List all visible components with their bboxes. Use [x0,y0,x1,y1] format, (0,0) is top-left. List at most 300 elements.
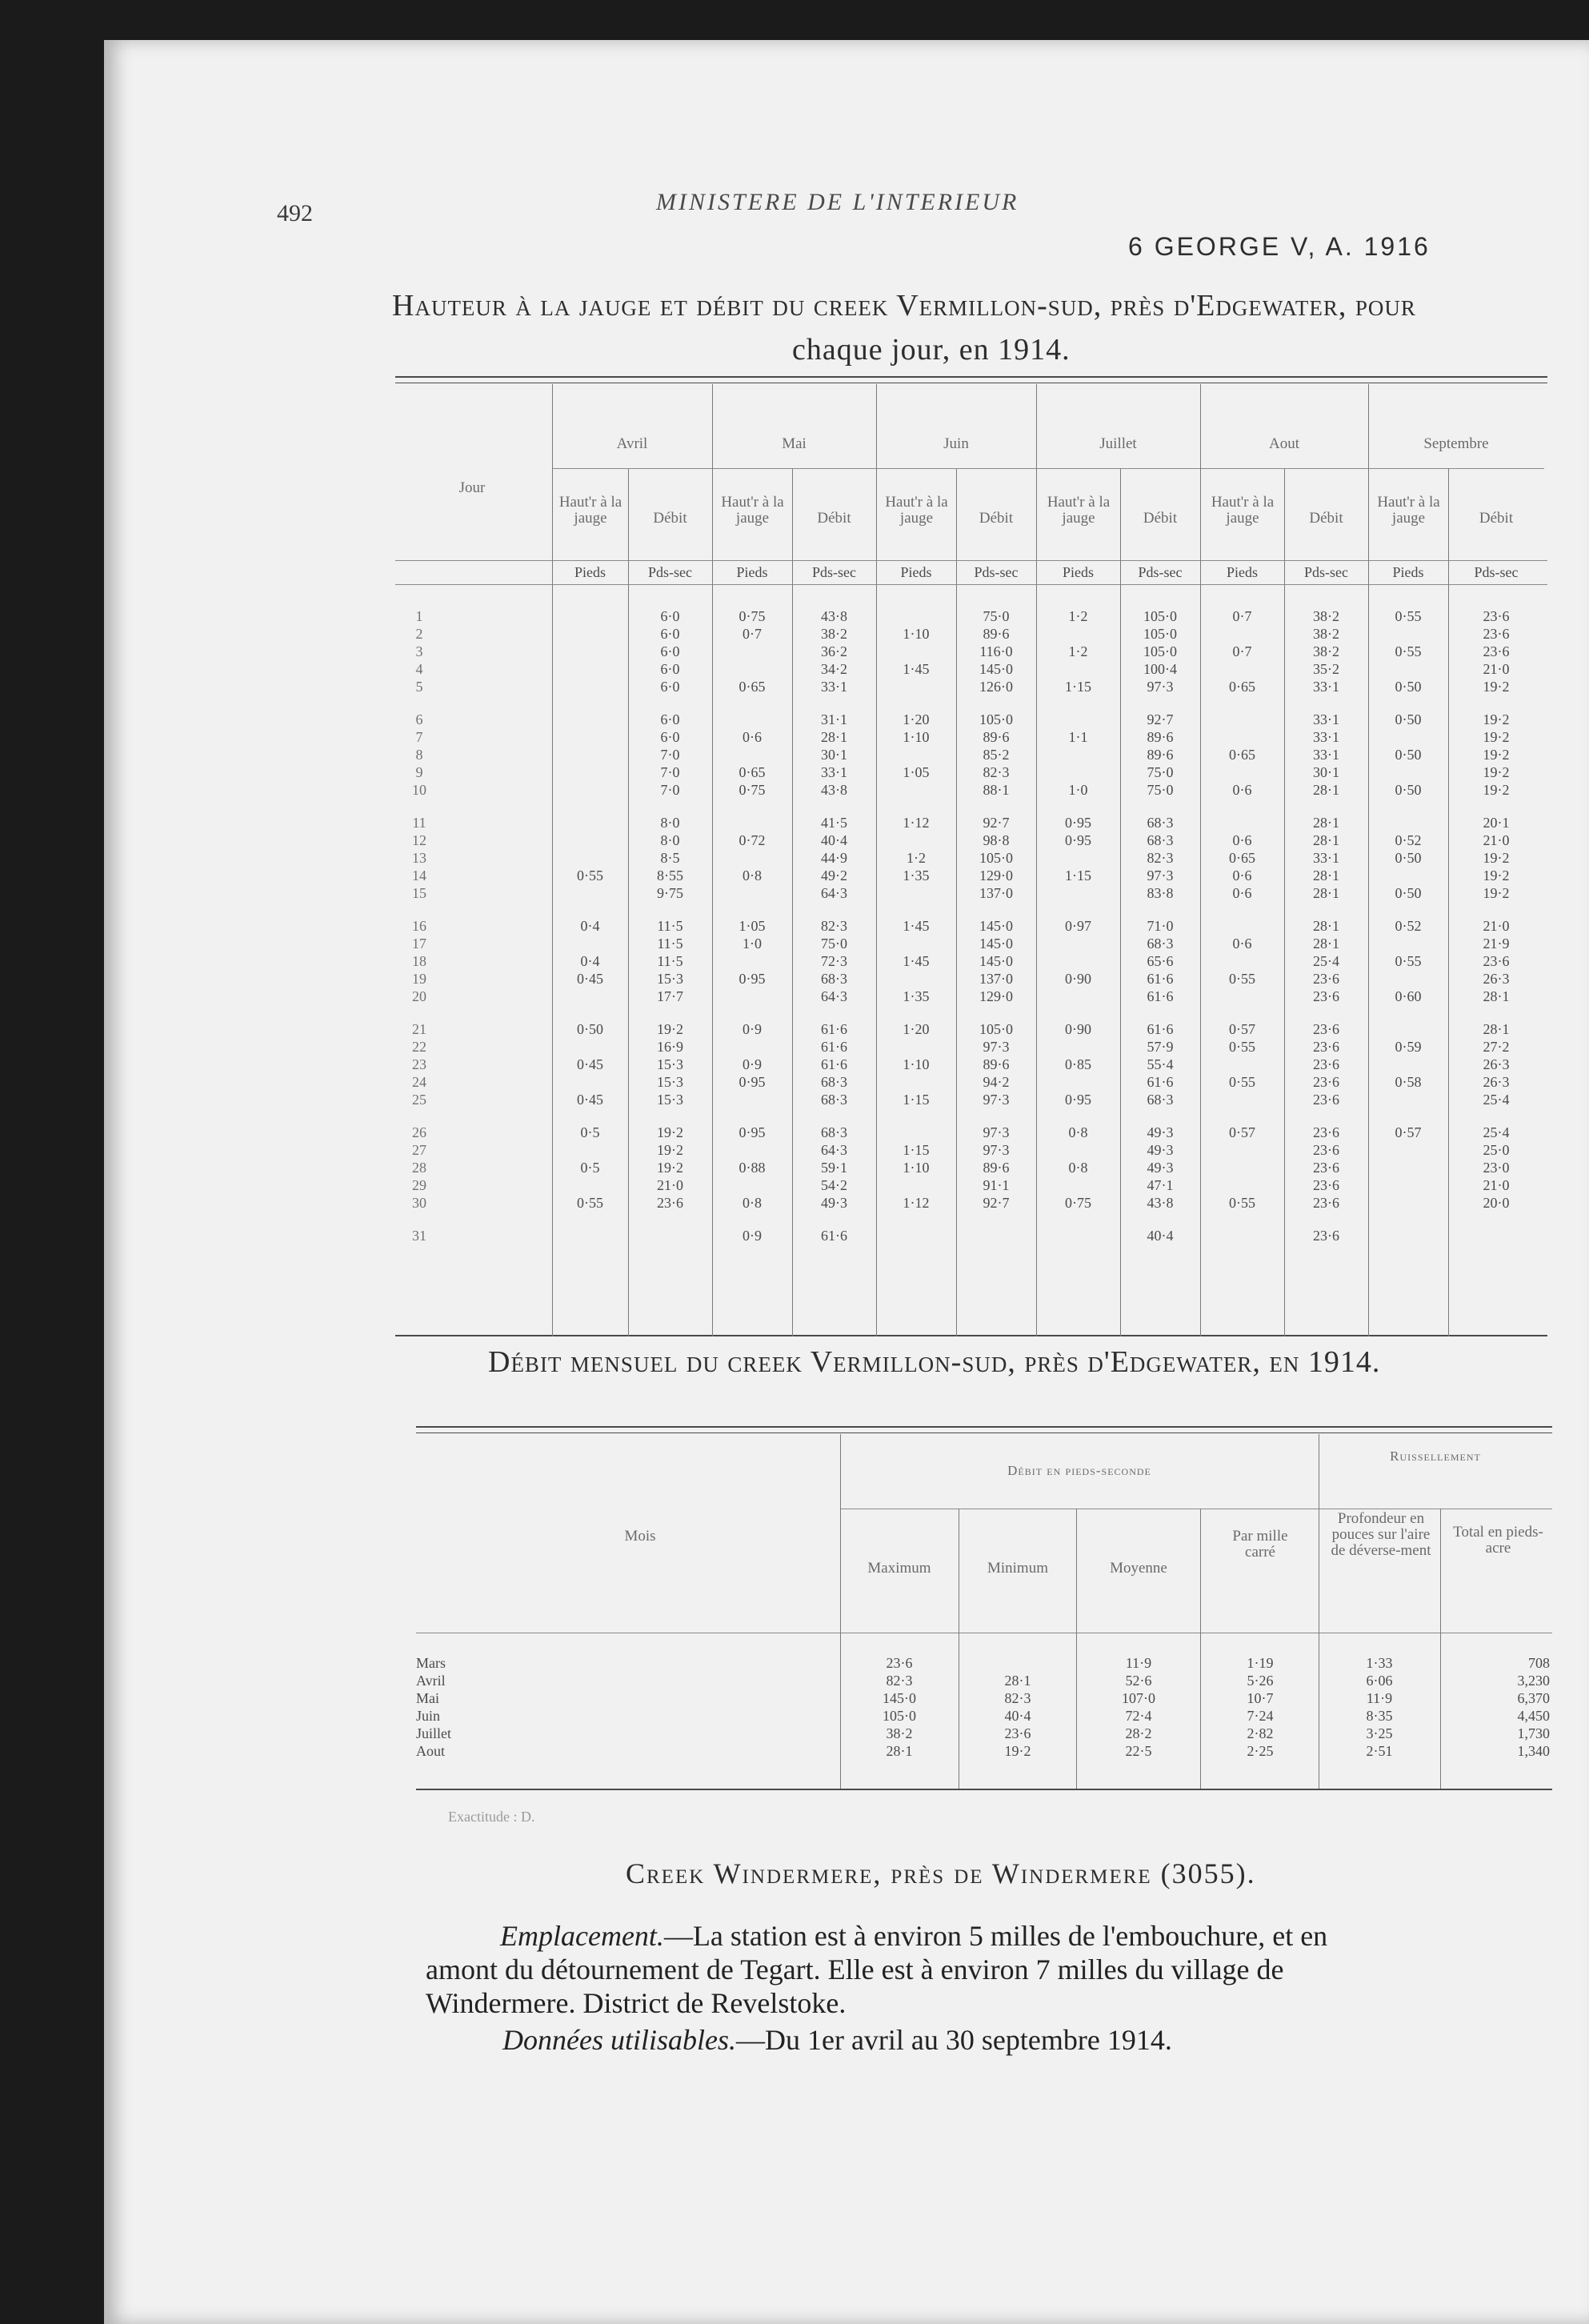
daily-value-cell: 16·9 [657,1039,683,1055]
month-col-header: Mois [624,1528,656,1545]
unit-flow: Pds-sec [974,564,1019,580]
daily-value-cell: 23·6 [1313,1074,1339,1090]
daily-value-cell: 0·55 [1395,643,1422,659]
daily-value-cell: 0·50 [1395,747,1422,763]
daily-value-cell: 7·0 [660,782,680,798]
daily-value-cell: 61·6 [821,1056,847,1072]
daily-value-cell: 6·0 [660,608,680,624]
daily-value-cell: 0·55 [577,867,603,884]
month-header-august: Aout [1269,435,1299,452]
day-number: 1 [415,608,423,624]
daily-value-cell: 23·6 [1313,1195,1339,1211]
day-number: 24 [412,1074,426,1090]
daily-value-cell: 25·0 [1483,1142,1510,1158]
daily-value-cell: 43·8 [821,608,847,624]
data-available-label: Données utilisables. [502,2024,736,2056]
gauge-header: Haut'r à la jauge [558,494,622,527]
daily-value-cell: 31·1 [821,711,847,727]
daily-value-cell: 1·12 [903,815,930,831]
day-number: 16 [412,918,426,934]
unit-flow: Pds-sec [1474,564,1519,580]
daily-value-cell: 28·1 [1483,988,1510,1004]
day-number: 29 [412,1177,426,1193]
daily-value-cell: 28·1 [1313,782,1339,798]
daily-value-cell: 30·1 [821,747,847,763]
daily-value-cell: 82·3 [821,918,847,934]
data-available-paragraph [502,2023,1172,2057]
flow-header: Débit [817,510,851,527]
day-number: 9 [415,764,423,780]
daily-value-cell: 0·57 [1229,1124,1255,1140]
month-name: Aout [416,1743,445,1759]
flow-header: Débit [1479,510,1514,527]
daily-value-cell: 21·0 [1483,832,1510,848]
daily-value-cell: 0·4 [580,953,600,969]
flow-header: Débit [1309,510,1343,527]
daily-table-title: Hauteur à la jauge et débit du creek Vermillon-sud, près d'Edgewater, pour [392,289,1416,323]
daily-value-cell: 23·6 [1313,1056,1339,1072]
monthly-value-cell: 28·1 [886,1743,913,1759]
monthly-value-cell: 28·2 [1125,1725,1152,1741]
daily-value-cell: 0·50 [1395,782,1422,798]
daily-value-cell: 8·0 [660,832,680,848]
daily-value-cell: 68·3 [1147,936,1174,952]
daily-value-cell: 19·2 [1483,764,1510,780]
daily-value-cell: 25·4 [1483,1092,1510,1108]
daily-value-cell: 38·2 [1313,608,1339,624]
daily-value-cell: 137·0 [979,971,1013,987]
daily-value-cell: 1·15 [1065,867,1091,884]
monthly-value-cell: 72·4 [1125,1708,1152,1724]
daily-value-cell: 0·50 [1395,679,1422,695]
day-number: 8 [415,747,423,763]
daily-value-cell: 23·6 [1313,1092,1339,1108]
daily-value-cell: 0·7 [1232,608,1252,624]
monthly-value-cell: 2·51 [1366,1743,1393,1759]
daily-value-cell: 0·8 [742,1195,762,1211]
daily-value-cell: 23·6 [1483,953,1510,969]
daily-value-cell: 6·0 [660,729,680,745]
daily-value-cell: 0·88 [738,1160,766,1176]
month-header-may: Mai [782,435,807,452]
daily-value-cell: 0·85 [1065,1056,1091,1072]
monthly-value-cell: 6,370 [1517,1690,1550,1706]
daily-value-cell: 0·57 [1229,1021,1255,1037]
daily-value-cell: 0·8 [1068,1124,1088,1140]
month-header-september: Septembre [1423,435,1489,452]
daily-value-cell: 8·0 [660,815,680,831]
data-available-text: —Du 1er avril au 30 septembre 1914. [735,2024,1172,2056]
daily-value-cell: 65·6 [1147,953,1174,969]
maximum-header: Maximum [867,1560,931,1577]
daily-value-cell: 61·6 [1147,988,1174,1004]
daily-value-cell: 15·3 [657,1056,683,1072]
daily-value-cell: 71·0 [1147,918,1174,934]
daily-value-cell: 75·0 [1147,782,1174,798]
daily-value-cell: 105·0 [1143,608,1177,624]
daily-value-cell: 26·3 [1483,971,1510,987]
daily-value-cell: 1·15 [903,1142,930,1158]
daily-value-cell: 27·2 [1483,1039,1510,1055]
month-name: Juillet [416,1725,451,1741]
monthly-value-cell: 107·0 [1122,1690,1155,1706]
daily-value-cell: 19·2 [657,1124,683,1140]
daily-value-cell: 21·0 [1483,661,1510,677]
day-number: 13 [412,850,426,866]
daily-value-cell: 28·1 [1313,832,1339,848]
monthly-value-cell: 1·33 [1366,1655,1393,1671]
monthly-value-cell: 10·7 [1247,1690,1274,1706]
daily-value-cell: 1·20 [903,1021,930,1037]
gauge-header: Haut'r à la jauge [1211,494,1275,527]
day-number: 7 [415,729,423,745]
daily-value-cell: 1·15 [903,1092,930,1108]
daily-value-cell: 0·59 [1395,1039,1422,1055]
daily-value-cell: 1·12 [903,1195,930,1211]
accuracy-note: Exactitude : D. [448,1809,535,1825]
day-number: 18 [412,953,426,969]
daily-value-cell: 23·6 [1313,1142,1339,1158]
daily-value-cell: 61·6 [1147,1021,1174,1037]
session-label: 6 GEORGE V, A. 1916 [1128,232,1431,261]
daily-value-cell: 21·0 [1483,918,1510,934]
page-number: 492 [277,200,313,226]
daily-value-cell: 49·3 [1147,1142,1174,1158]
minimum-header: Minimum [987,1560,1048,1577]
daily-value-cell: 30·1 [1313,764,1339,780]
daily-value-cell: 1·05 [903,764,930,780]
monthly-value-cell: 4,450 [1517,1708,1550,1724]
daily-value-cell: 0·6 [1232,832,1252,848]
daily-value-cell: 33·1 [1313,747,1339,763]
daily-value-cell: 64·3 [821,1142,847,1158]
daily-value-cell: 19·2 [1483,747,1510,763]
daily-value-cell: 61·6 [821,1039,847,1055]
unit-gauge: Pieds [574,564,606,580]
monthly-value-cell: 23·6 [886,1655,913,1671]
daily-value-cell: 0·55 [1229,1195,1255,1211]
daily-value-cell: 97·3 [983,1124,1010,1140]
daily-value-cell: 23·6 [1313,988,1339,1004]
daily-value-cell: 49·3 [1147,1160,1174,1176]
daily-value-cell: 1·0 [742,936,762,952]
daily-value-cell: 0·72 [738,832,766,848]
daily-value-cell: 0·6 [1232,867,1252,884]
daily-value-cell: 91·1 [983,1177,1010,1193]
unit-gauge: Pieds [1226,564,1258,580]
daily-value-cell: 33·1 [1313,711,1339,727]
daily-value-cell: 0·5 [580,1160,600,1176]
daily-value-cell: 89·6 [983,626,1010,642]
daily-value-cell: 64·3 [821,885,847,901]
daily-value-cell: 98·8 [983,832,1010,848]
day-number: 3 [415,643,423,659]
location-label: Emplacement. [500,1920,664,1952]
daily-value-cell: 0·95 [1065,815,1091,831]
flow-header: Débit [979,510,1014,527]
daily-value-cell: 49·2 [821,867,847,884]
daily-value-cell: 68·3 [1147,832,1174,848]
daily-value-cell: 0·8 [1068,1160,1088,1176]
daily-value-cell: 68·3 [821,1092,847,1108]
daily-value-cell: 61·6 [1147,1074,1174,1090]
daily-value-cell: 19·2 [1483,850,1510,866]
daily-value-cell: 6·0 [660,679,680,695]
daily-value-cell: 0·45 [577,1056,603,1072]
daily-value-cell: 0·75 [1065,1195,1091,1211]
daily-value-cell: 23·6 [1313,1124,1339,1140]
day-number: 21 [412,1021,426,1037]
daily-value-cell: 1·10 [903,1160,930,1176]
daily-value-cell: 0·50 [1395,850,1422,866]
daily-value-cell: 0·5 [580,1124,600,1140]
daily-value-cell: 61·6 [1147,971,1174,987]
daily-value-cell: 23·6 [1483,608,1510,624]
daily-value-cell: 1·10 [903,1056,930,1072]
monthly-value-cell: 2·25 [1247,1743,1274,1759]
daily-value-cell: 0·90 [1065,971,1091,987]
daily-value-cell: 8·5 [660,850,680,866]
daily-value-cell: 23·6 [1313,1177,1339,1193]
daily-value-cell: 23·6 [1483,626,1510,642]
unit-flow: Pds-sec [648,564,692,580]
monthly-value-cell: 3·25 [1366,1725,1393,1741]
daily-value-cell: 33·1 [821,679,847,695]
daily-value-cell: 25·4 [1313,953,1339,969]
daily-value-cell: 145·0 [979,661,1013,677]
monthly-value-cell: 28·1 [1004,1673,1031,1689]
daily-value-cell: 64·3 [821,988,847,1004]
daily-value-cell: 0·50 [1395,885,1422,901]
daily-value-cell: 44·9 [821,850,847,866]
gauge-header: Haut'r à la jauge [721,494,784,527]
month-name: Mars [416,1655,446,1671]
daily-value-cell: 1·2 [1068,643,1088,659]
daily-value-cell: 105·0 [1143,643,1177,659]
daily-value-cell: 0·95 [738,971,766,987]
daily-value-cell: 82·3 [1147,850,1174,866]
daily-value-cell: 0·60 [1395,988,1422,1004]
daily-value-cell: 34·2 [821,661,847,677]
daily-value-cell: 0·57 [1395,1124,1422,1140]
daily-value-cell: 57·9 [1147,1039,1174,1055]
monthly-value-cell: 3,230 [1517,1673,1550,1689]
runoff-group-header: Ruissellement [1390,1448,1481,1464]
per-square-mile-header: Par mille carré [1232,1528,1288,1561]
monthly-value-cell: 23·6 [1004,1725,1031,1741]
monthly-value-cell: 38·2 [886,1725,913,1741]
daily-value-cell: 0·9 [742,1056,762,1072]
daily-value-cell: 1·15 [1065,679,1091,695]
daily-value-cell: 0·6 [1232,885,1252,901]
unit-gauge: Pieds [736,564,768,580]
daily-value-cell: 19·2 [1483,885,1510,901]
daily-value-cell: 0·95 [1065,1092,1091,1108]
daily-value-cell: 0·65 [1229,679,1255,695]
daily-value-cell: 28·1 [1313,885,1339,901]
daily-value-cell: 1·2 [1068,608,1088,624]
daily-value-cell: 0·95 [738,1124,766,1140]
daily-value-cell: 105·0 [979,850,1013,866]
daily-value-cell: 11·5 [657,953,683,969]
daily-value-cell: 100·4 [1143,661,1177,677]
monthly-value-cell: 1,730 [1517,1725,1550,1741]
daily-value-cell: 72·3 [821,953,847,969]
daily-value-cell: 23·6 [1313,1039,1339,1055]
daily-value-cell: 6·0 [660,711,680,727]
day-number: 2 [415,626,423,642]
daily-value-cell: 9·75 [657,885,683,901]
daily-value-cell: 0·55 [1229,971,1255,987]
daily-value-cell: 0·45 [577,1092,603,1108]
daily-value-cell: 21·9 [1483,936,1510,952]
daily-value-cell: 54·2 [821,1177,847,1193]
daily-value-cell: 23·6 [1313,1160,1339,1176]
daily-value-cell: 0·55 [1229,1039,1255,1055]
daily-value-cell: 116·0 [979,643,1013,659]
daily-value-cell: 21·0 [657,1177,683,1193]
daily-value-cell: 47·1 [1147,1177,1174,1193]
daily-value-cell: 61·6 [821,1228,847,1244]
daily-value-cell: 33·1 [1313,729,1339,745]
day-number: 25 [412,1092,426,1108]
daily-value-cell: 1·20 [903,711,930,727]
daily-value-cell: 1·45 [903,953,930,969]
day-number: 11 [412,815,426,831]
daily-value-cell: 0·65 [738,764,766,780]
section-title: Creek Windermere, près de Windermere (3055). [626,1857,1256,1889]
unit-gauge: Pieds [900,564,932,580]
monthly-value-cell: 19·2 [1004,1743,1031,1759]
daily-value-cell: 19·2 [1483,729,1510,745]
daily-value-cell: 0·50 [1395,711,1422,727]
daily-value-cell: 25·4 [1483,1124,1510,1140]
location-text: —La station est à environ 5 milles de l'embouchure, et en [663,1920,1328,1952]
day-number: 19 [412,971,426,987]
unit-flow: Pds-sec [1138,564,1183,580]
daily-value-cell: 68·3 [1147,815,1174,831]
daily-value-cell: 6·0 [660,626,680,642]
daily-value-cell: 11·5 [657,918,683,934]
daily-value-cell: 0·95 [738,1074,766,1090]
daily-value-cell: 43·8 [821,782,847,798]
daily-value-cell: 19·2 [1483,711,1510,727]
daily-value-cell: 1·2 [907,850,926,866]
day-number: 6 [415,711,423,727]
monthly-value-cell: 1·19 [1247,1655,1274,1671]
daily-value-cell: 145·0 [979,918,1013,934]
monthly-value-cell: 708 [1528,1655,1550,1671]
daily-value-cell: 28·1 [821,729,847,745]
monthly-value-cell: 52·6 [1125,1673,1152,1689]
daily-value-cell: 75·0 [821,936,847,952]
monthly-value-cell: 40·4 [1004,1708,1031,1724]
daily-value-cell: 20·0 [1483,1195,1510,1211]
daily-value-cell: 20·1 [1483,815,1510,831]
month-header-june: Juin [943,435,969,452]
daily-value-cell: 0·45 [577,971,603,987]
daily-value-cell: 0·55 [1395,953,1422,969]
daily-value-cell: 19·2 [1483,679,1510,695]
daily-value-cell: 28·1 [1313,936,1339,952]
daily-value-cell: 0·75 [738,608,766,624]
daily-value-cell: 1·45 [903,918,930,934]
daily-value-cell: 68·3 [821,971,847,987]
running-head: MINISTERE DE L'INTERIEUR [656,189,1019,215]
daily-value-cell: 1·0 [1068,782,1088,798]
daily-value-cell: 0·6 [742,729,762,745]
daily-value-cell: 105·0 [979,711,1013,727]
daily-value-cell: 105·0 [1143,626,1177,642]
daily-value-cell: 137·0 [979,885,1013,901]
flow-group-header: Débit en pieds-seconde [1007,1463,1151,1478]
flow-header: Débit [1143,510,1178,527]
day-number: 20 [412,988,426,1004]
depth-header: Profondeur en pouces sur l'aire de déverse-ment [1331,1510,1431,1559]
daily-value-cell: 0·7 [742,626,762,642]
daily-value-cell: 0·52 [1395,832,1422,848]
daily-value-cell: 19·2 [657,1160,683,1176]
daily-value-cell: 85·2 [983,747,1010,763]
daily-value-cell: 7·0 [660,764,680,780]
daily-value-cell: 0·58 [1395,1074,1422,1090]
daily-value-cell: 126·0 [979,679,1013,695]
daily-value-cell: 0·4 [580,918,600,934]
monthly-value-cell: 82·3 [886,1673,913,1689]
daily-value-cell: 26·3 [1483,1074,1510,1090]
daily-value-cell: 19·2 [657,1142,683,1158]
daily-value-cell: 15·3 [657,1092,683,1108]
daily-value-cell: 89·6 [1147,729,1174,745]
daily-value-cell: 8·55 [657,867,683,884]
daily-table-title-cont: chaque jour, en 1914. [792,333,1071,367]
daily-value-cell: 97·3 [1147,679,1174,695]
daily-value-cell: 33·1 [821,764,847,780]
daily-value-cell: 0·6 [1232,782,1252,798]
daily-value-cell: 0·52 [1395,918,1422,934]
daily-value-cell: 23·6 [1313,1228,1339,1244]
month-name: Mai [416,1690,439,1706]
daily-value-cell: 0·65 [1229,747,1255,763]
unit-flow: Pds-sec [1304,564,1348,580]
daily-value-cell: 23·6 [1313,971,1339,987]
daily-value-cell: 38·2 [1313,626,1339,642]
daily-value-cell: 59·1 [821,1160,847,1176]
daily-value-cell: 11·5 [657,936,683,952]
daily-value-cell: 19·2 [657,1021,683,1037]
daily-value-cell: 41·5 [821,815,847,831]
daily-value-cell: 0·97 [1065,918,1091,934]
daily-value-cell: 92·7 [1147,711,1174,727]
daily-value-cell: 23·6 [657,1195,683,1211]
daily-value-cell: 28·1 [1313,815,1339,831]
monthly-value-cell: 7·24 [1247,1708,1274,1724]
day-number: 27 [412,1142,426,1158]
daily-value-cell: 38·2 [1313,643,1339,659]
month-header-april: Avril [616,435,648,452]
daily-value-cell: 0·75 [738,782,766,798]
daily-value-cell: 38·2 [821,626,847,642]
daily-value-cell: 7·0 [660,747,680,763]
daily-value-cell: 33·1 [1313,850,1339,866]
daily-value-cell: 19·2 [1483,782,1510,798]
gauge-header: Haut'r à la jauge [1377,494,1440,527]
daily-value-cell: 28·1 [1483,1021,1510,1037]
daily-value-cell: 68·3 [821,1074,847,1090]
daily-value-cell: 40·4 [821,832,847,848]
gauge-header: Haut'r à la jauge [1047,494,1111,527]
monthly-value-cell: 8·35 [1366,1708,1393,1724]
